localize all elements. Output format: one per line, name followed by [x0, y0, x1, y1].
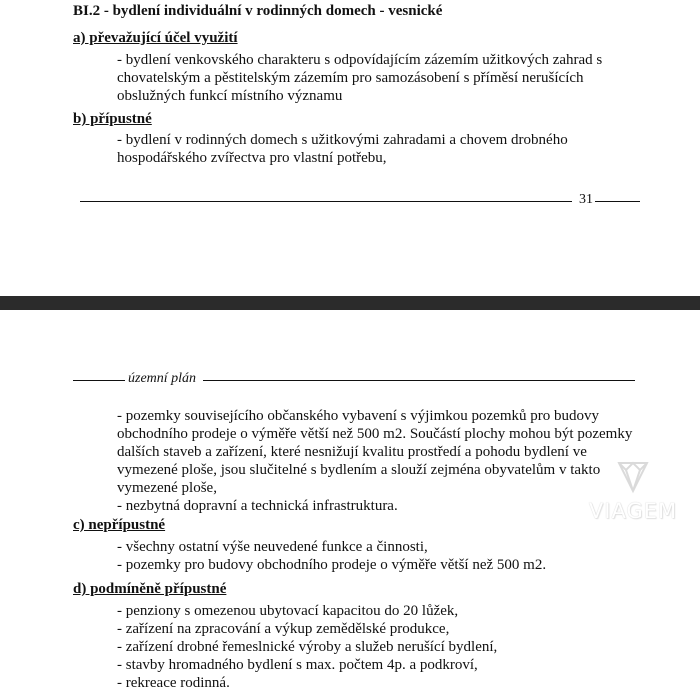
header-rule-left — [73, 380, 125, 381]
text-line: chovatelským a pěstitelským zázemím pro samozásobení s příměsí nerušících — [117, 70, 584, 86]
text-line: - zařízení na zpracování a výkup zemědělské produkce, — [117, 621, 450, 637]
header-rule-right — [203, 380, 635, 381]
text-line: - nezbytná dopravní a technická infrastruktura. — [117, 498, 398, 514]
running-header: územní plán — [128, 371, 197, 386]
footer-rule-left — [80, 201, 572, 202]
text-line: vymezené ploše, — [117, 480, 217, 496]
text-line: - pozemky souvisejícího občanského vybavení s výjimkou pozemků pro budovy — [117, 408, 599, 424]
heading-not-permitted: c) nepřípustné — [73, 517, 166, 533]
paragraph-main-use — [117, 51, 602, 105]
section-title: BI.2 - bydlení individuální v rodinných domech - vesnické — [73, 3, 443, 19]
text-line: - pozemky pro budovy obchodního prodeje o výměře větší než 500 m2. — [117, 557, 547, 573]
heading-main-use: a) převažující účel využití — [73, 30, 238, 46]
paragraph-permitted — [117, 131, 568, 167]
text-line: - bydlení v rodinných domech s užitkovými zahradami a chovem drobného — [117, 132, 568, 148]
diamond-logo-icon — [613, 455, 653, 495]
text-line: obslužných funkcí místního významu — [117, 88, 343, 104]
document-page-1 — [0, 0, 700, 296]
text-line: - stavby hromadného bydlení s max. počtem 4p. a podkroví, — [117, 657, 478, 673]
paragraph-continued — [117, 407, 632, 515]
heading-conditionally-permitted: d) podmíněně přípustné — [73, 581, 227, 597]
page-separator — [0, 296, 700, 310]
text-line: - bydlení venkovského charakteru s odpovídajícím zázemím užitkových zahrad s — [117, 52, 603, 68]
text-line: vymezené ploše, jsou slučitelné s bydlením a slouží zejména obyvatelům v takto — [117, 462, 601, 478]
heading-permitted: b) přípustné — [73, 111, 152, 127]
text-line: - penziony s omezenou ubytovací kapacitou do 20 lůžek, — [117, 603, 459, 619]
text-line: - rekreace rodinná. — [117, 675, 230, 691]
text-line: dalších staveb a zařízení, které nesnižují kvalitu prostředí a pohodu bydlení ve — [117, 444, 587, 460]
text-line: obchodního prodeje o výměře větší než 500 m2. Součástí plochy mohou být pozemky — [117, 426, 633, 442]
footer-rule-right — [595, 201, 640, 202]
text-line: - zařízení drobné řemeslnické výroby a služeb nerušící bydlení, — [117, 639, 498, 655]
text-line: - všechny ostatní výše neuvedené funkce a činnosti, — [117, 539, 428, 555]
paragraph-not-permitted — [117, 538, 546, 574]
watermark-text: VIAGEM — [588, 499, 678, 523]
paragraph-conditionally-permitted — [117, 602, 497, 692]
text-line: hospodářského zvířectva pro vlastní potřebu, — [117, 150, 387, 166]
page-number: 31 — [579, 192, 593, 207]
watermark — [580, 455, 686, 525]
